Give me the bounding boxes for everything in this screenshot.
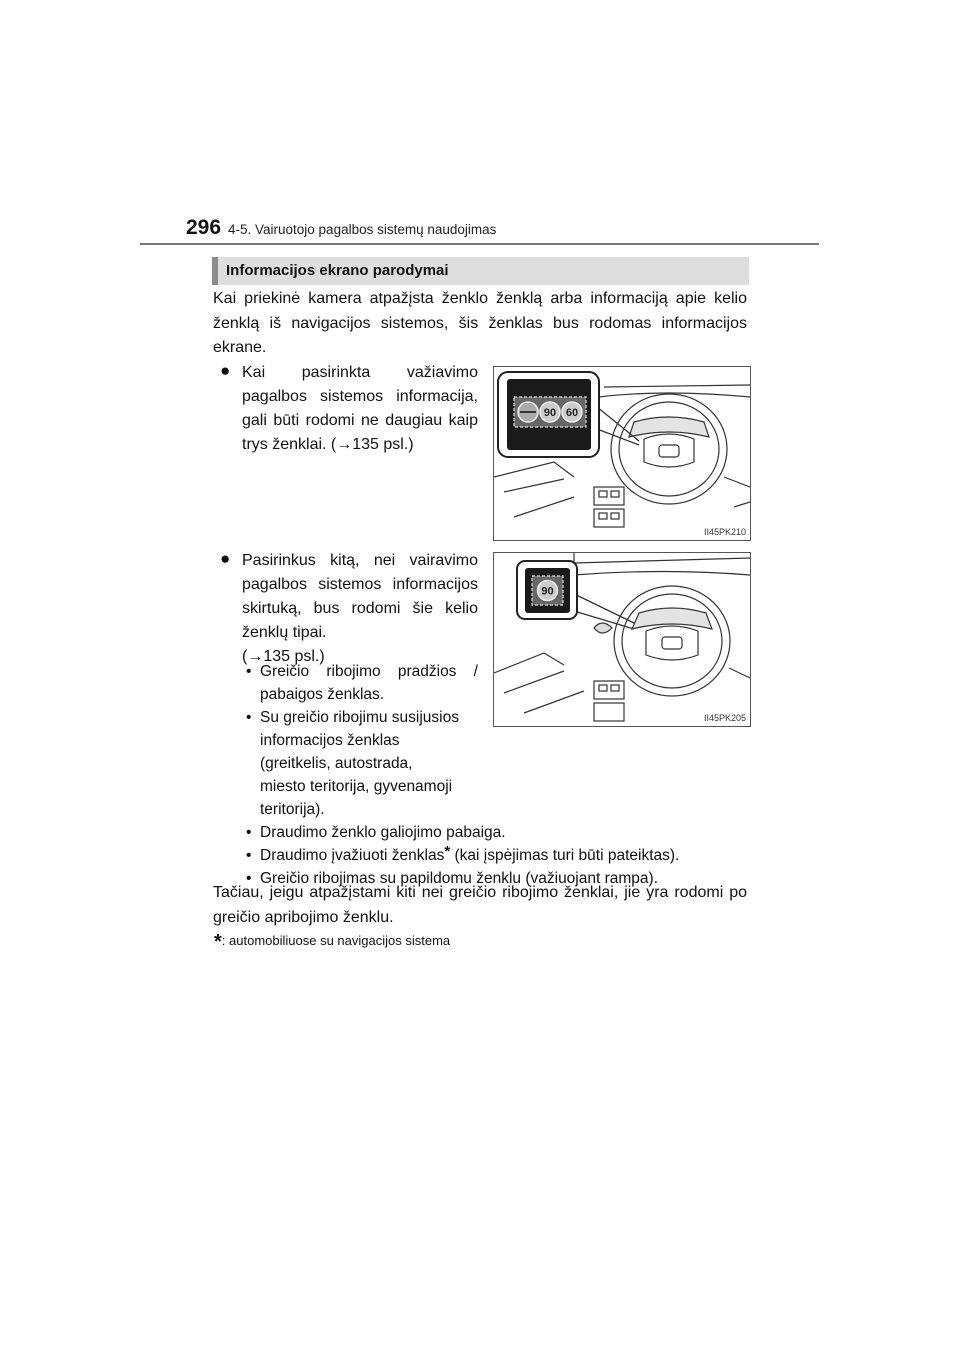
footnote-asterisk: * xyxy=(214,931,222,953)
bullet-2-marker: ● xyxy=(220,549,231,568)
footnote-text: : automobiliuose su navigacijos sistema xyxy=(221,933,451,948)
chapter-title: 4-5. Vairuotojo pagalbos sistemų naudojimas xyxy=(228,222,497,237)
sign-value-single: 90 xyxy=(541,585,554,598)
asterisk-mark: * xyxy=(444,843,451,860)
closing-paragraph: Tačiau, jeigu atpažįstami kiti nei greičio ribojimo ženklai, jie yra rodomi po greičio apribojimo ženklu. xyxy=(213,884,747,926)
header-rule xyxy=(140,243,819,245)
section-title: Informacijos ekrano parodymai xyxy=(226,262,449,279)
dashboard-illustration-1 xyxy=(494,367,750,540)
figure-dashboard-three-signs xyxy=(493,366,751,541)
section-heading-bar xyxy=(212,257,218,285)
figure-dashboard-one-sign xyxy=(493,552,751,727)
figure-2-code: II45PK205 xyxy=(703,713,746,723)
bullet-1-marker: ● xyxy=(220,361,231,380)
figure-1-code: II45PK210 xyxy=(703,527,746,537)
section-heading xyxy=(212,257,749,285)
dashboard-illustration-2 xyxy=(494,553,750,726)
page-number: 296 xyxy=(186,216,222,239)
intro-paragraph: Kai priekinė kamera atpažįsta ženklo ženklą arba informaciją apie kelio ženklą iš navigacijos sistemos, šis ženklas bus rodomas informacijos ekrane. xyxy=(213,290,747,356)
no-entry-note: (kai įspėjimas turi būti pateiktas). xyxy=(450,847,680,864)
footnote xyxy=(214,931,450,954)
sign-value-1: 90 xyxy=(543,407,557,419)
sign-value-2: 60 xyxy=(565,407,579,419)
no-entry-text: Draudimo įvažiuoti ženklas xyxy=(260,847,445,864)
